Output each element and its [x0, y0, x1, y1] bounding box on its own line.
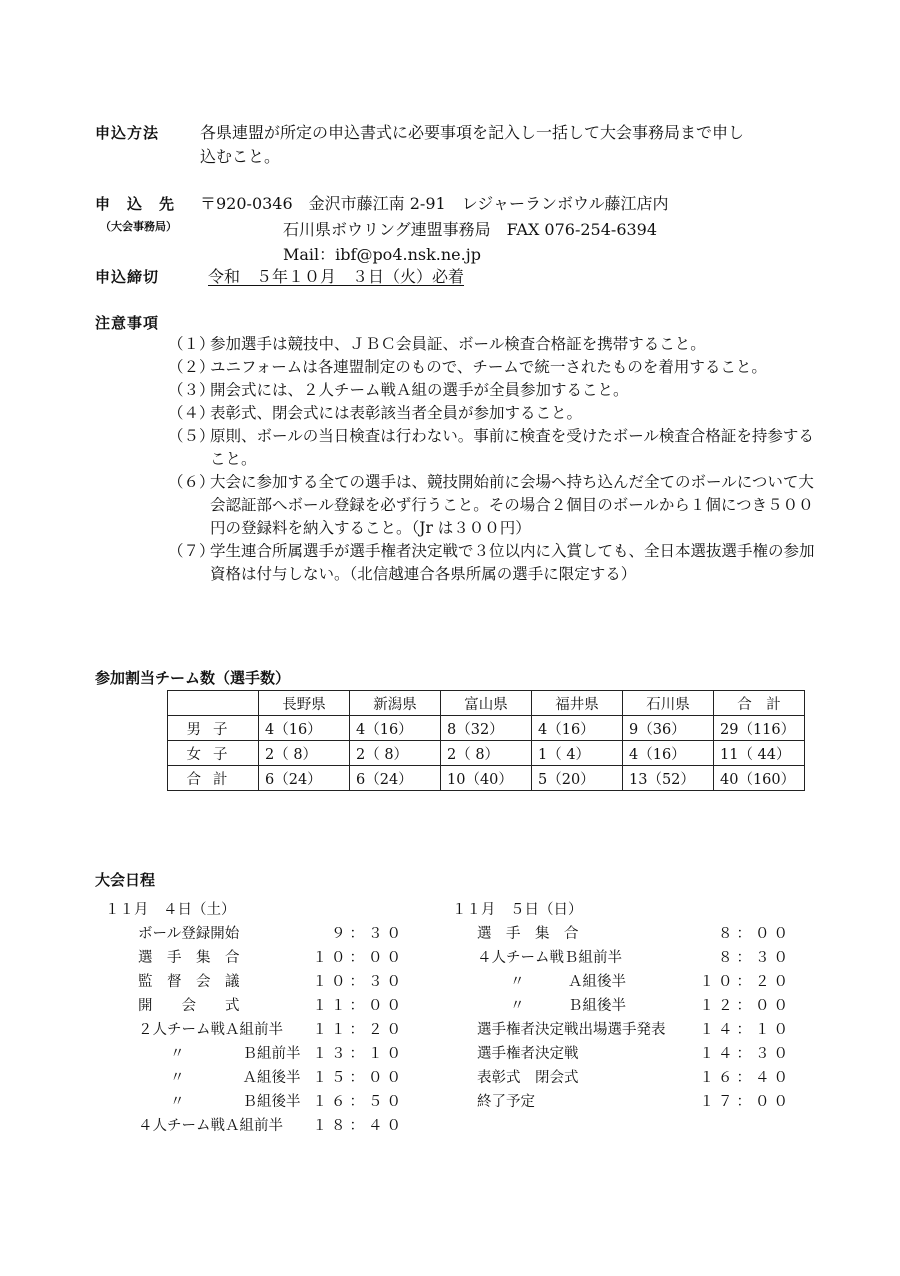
note-text: 表彰式、閉会式には表彰該当者全員が参加すること。 — [210, 404, 583, 422]
note-number: （３） — [168, 381, 215, 399]
quota-cell: 4（16） — [532, 716, 623, 741]
schedule-item-name: ４人チーム戦Ａ組前半 — [138, 1118, 283, 1134]
note-text: 開会式には、２人チーム戦Ａ組の選手が全員参加すること。 — [210, 381, 629, 399]
schedule-item-time: １２：００ — [699, 998, 792, 1014]
quota-cell: 4（16） — [259, 716, 350, 741]
schedule-item-name: 選 手 集 合 — [477, 926, 579, 942]
schedule-item-time: ８：００ — [718, 926, 792, 942]
list-item — [452, 970, 792, 994]
schedule-item-name: ４人チーム戦Ｂ組前半 — [477, 950, 622, 966]
list-item — [105, 1114, 405, 1138]
note-number: （１） — [168, 335, 215, 353]
schedule-item-time: １５：００ — [312, 1070, 405, 1086]
quota-row-label: 合計 — [168, 766, 259, 791]
note-number: （４） — [168, 404, 215, 422]
destination-mail: Mail：ibf@po4.nsk.ne.jp — [283, 245, 481, 264]
quota-cell: 5（20） — [532, 766, 623, 791]
schedule-day1 — [105, 898, 405, 1138]
schedule-item-time: １０：００ — [312, 950, 405, 966]
note-number: （５） — [168, 427, 215, 445]
list-item — [452, 1066, 792, 1090]
table-row — [168, 766, 805, 791]
quota-cell: 6（24） — [259, 766, 350, 791]
quota-cell: 11（ 44） — [714, 741, 805, 766]
application-label: 申込方法 — [95, 124, 160, 142]
quota-row-label: 男子 — [168, 716, 259, 741]
schedule-item-name: 選手権者決定戦出場選手発表 — [477, 1022, 666, 1038]
quota-header-cell: 石川県 — [623, 691, 714, 716]
destination-office: 石川県ボウリング連盟事務局 FAX 076-254-6394 — [283, 220, 658, 239]
quota-cell: 2（ 8） — [441, 741, 532, 766]
note-text: 参加選手は競技中、ＪＢＣ会員証、ボール検査合格証を携帯すること。 — [210, 335, 706, 353]
note-number: （６） — [168, 473, 215, 491]
quota-header-cell: 福井県 — [532, 691, 623, 716]
note-number: （２） — [168, 358, 215, 376]
list-item — [105, 946, 405, 970]
table-row — [168, 741, 805, 766]
destination-address: 〒920-0346 金沢市藤江南 2-91 レジャーランボウル藤江店内 — [200, 194, 669, 213]
note-item — [168, 356, 818, 379]
schedule-item-name: 開 会 式 — [138, 998, 240, 1014]
note-item — [168, 379, 818, 402]
schedule-item-time: １６：５０ — [312, 1094, 405, 1110]
quota-cell: 4（16） — [350, 716, 441, 741]
note-item — [168, 402, 818, 425]
note-item — [168, 425, 818, 471]
schedule-day1-date: １１月 ４日（土） — [105, 902, 236, 918]
deadline-value: 令和 ５年１０月 ３日（火）必着 — [208, 267, 465, 286]
schedule-item-time: ９：３０ — [331, 926, 405, 942]
schedule-item-name: 〃 Ｂ組後半 — [170, 1094, 301, 1110]
list-item — [105, 970, 405, 994]
quota-table — [167, 690, 805, 791]
note-text: ユニフォームは各連盟制定のもので、チームで統一されたものを着用すること。 — [210, 358, 767, 376]
quota-corner-cell — [168, 691, 259, 716]
quota-cell: 4（16） — [623, 741, 714, 766]
quota-cell: 1（ 4） — [532, 741, 623, 766]
schedule-item-name: ２人チーム戦Ａ組前半 — [138, 1022, 283, 1038]
quota-cell: 9（36） — [623, 716, 714, 741]
list-item — [105, 1042, 405, 1066]
list-item — [105, 1018, 405, 1042]
list-item — [452, 946, 792, 970]
schedule-item-time: ８：３０ — [718, 950, 792, 966]
note-number: （７） — [168, 542, 215, 560]
schedule-item-time: １４：３０ — [699, 1046, 792, 1062]
note-text: 大会に参加する全ての選手は、競技開始前に会場へ持ち込んだ全てのボールについて大会認証部へボール登録を必ず行うこと。その場合２個目のボールから１個につき５００円の登録料を納入すること。（Jr は３００円） — [210, 473, 814, 537]
notes-list — [168, 333, 818, 586]
quota-cell: 40（160） — [714, 766, 805, 791]
table-row — [168, 716, 805, 741]
quota-cell: 2（ 8） — [259, 741, 350, 766]
quota-header-cell: 富山県 — [441, 691, 532, 716]
deadline-label: 申込締切 — [95, 268, 160, 286]
quota-cell: 8（32） — [441, 716, 532, 741]
schedule-item-time: １８：４０ — [312, 1118, 405, 1134]
schedule-item-time: １１：００ — [312, 998, 405, 1014]
application-text-line2: 込むこと。 — [200, 147, 281, 166]
schedule-item-name: 〃 Ｂ組前半 — [170, 1046, 301, 1062]
quota-header-cell: 長野県 — [259, 691, 350, 716]
schedule-item-name: 選 手 集 合 — [138, 950, 240, 966]
list-item — [452, 1018, 792, 1042]
quota-cell: 6（24） — [350, 766, 441, 791]
quota-row-label: 女子 — [168, 741, 259, 766]
quota-cell: 13（52） — [623, 766, 714, 791]
schedule-item-time: １７：００ — [699, 1094, 792, 1110]
schedule-item-time: １１：２０ — [312, 1022, 405, 1038]
list-item — [105, 994, 405, 1018]
destination-label: 申 込 先 — [95, 195, 176, 213]
quota-cell: 2（ 8） — [350, 741, 441, 766]
note-item — [168, 540, 818, 586]
notes-title: 注意事項 — [95, 314, 160, 332]
note-text: 原則、ボールの当日検査は行わない。事前に検査を受けたボール検査合格証を持参すること。 — [210, 427, 814, 468]
quota-header-cell: 合 計 — [714, 691, 805, 716]
quota-header-cell: 新潟県 — [350, 691, 441, 716]
schedule-item-name: 〃 Ａ組後半 — [170, 1070, 301, 1086]
quota-cell: 10（40） — [441, 766, 532, 791]
schedule-item-name: 選手権者決定戦 — [477, 1046, 579, 1062]
schedule-item-time: １０：３０ — [312, 974, 405, 990]
list-item — [452, 1090, 792, 1114]
application-text-line1: 各県連盟が所定の申込書式に必要事項を記入し一括して大会事務局まで申し — [200, 123, 745, 142]
schedule-title: 大会日程 — [95, 871, 156, 889]
destination-sublabel: （大会事務局） — [100, 220, 177, 233]
schedule-day2 — [452, 898, 792, 1114]
quota-cell: 29（116） — [714, 716, 805, 741]
list-item — [105, 1090, 405, 1114]
schedule-item-time: １３：１０ — [312, 1046, 405, 1062]
schedule-item-name: ボール登録開始 — [138, 926, 240, 942]
schedule-item-time: １４：１０ — [699, 1022, 792, 1038]
schedule-item-time: １６：４０ — [699, 1070, 792, 1086]
schedule-item-name: 監 督 会 議 — [138, 974, 240, 990]
schedule-item-name: 〃 Ｂ組後半 — [510, 998, 626, 1014]
list-item — [105, 1066, 405, 1090]
schedule-item-name: 〃 Ａ組後半 — [510, 974, 626, 990]
note-text: 学生連合所属選手が選手権者決定戦で３位以内に入賞しても、全日本選抜選手権の参加資格は付与しない。（北信越連合各県所属の選手に限定する） — [210, 542, 815, 583]
list-item — [452, 922, 792, 946]
schedule-item-name: 終了予定 — [477, 1094, 535, 1110]
quota-title: 参加割当チーム数（選手数） — [95, 669, 291, 687]
list-item — [452, 1042, 792, 1066]
note-item — [168, 471, 818, 540]
list-item — [105, 922, 405, 946]
schedule-item-name: 表彰式 閉会式 — [477, 1070, 579, 1086]
schedule-day2-date: １１月 ５日（日） — [452, 902, 583, 918]
quota-header-row — [168, 691, 805, 716]
note-item — [168, 333, 818, 356]
schedule-item-time: １０：２０ — [699, 974, 792, 990]
list-item — [452, 994, 792, 1018]
